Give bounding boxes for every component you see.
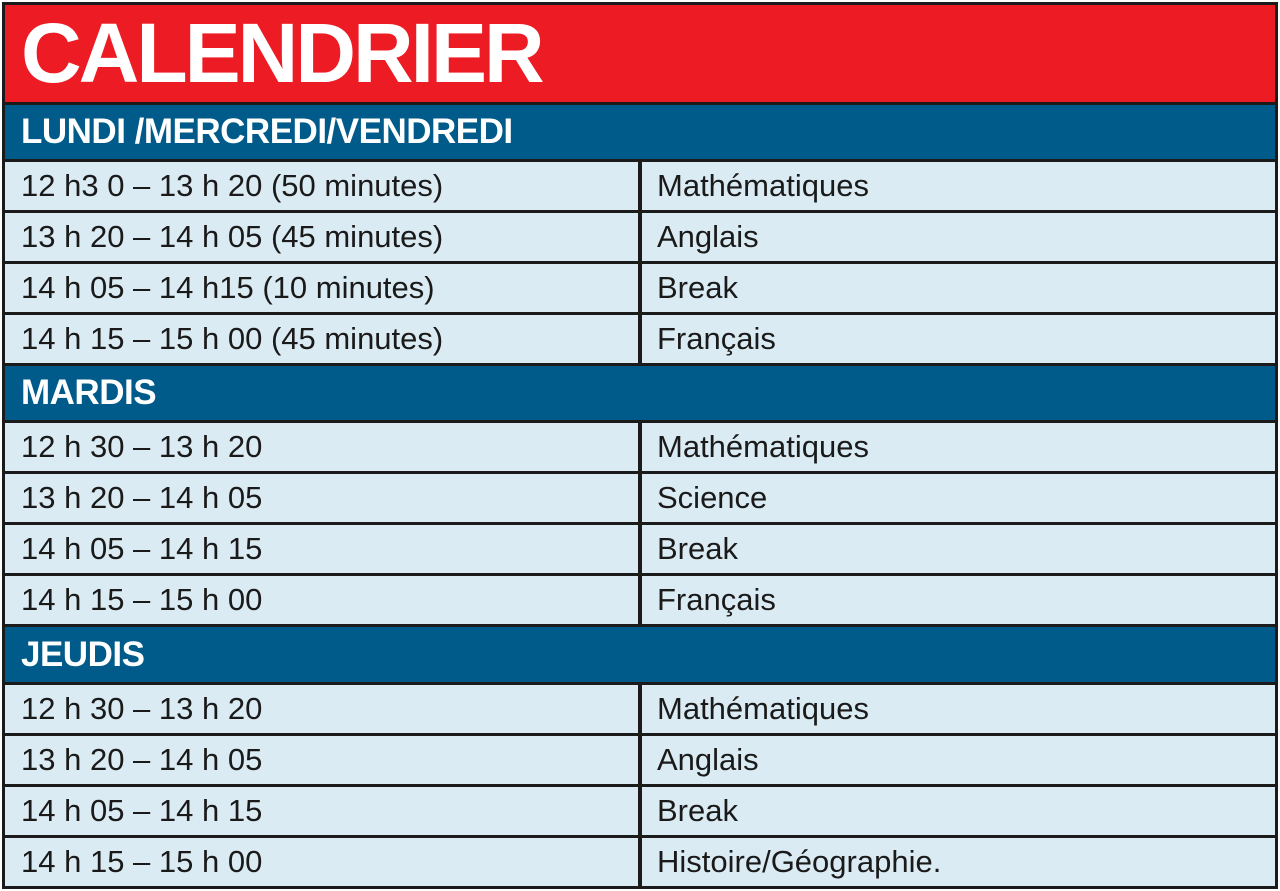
time-cell: 14 h 05 – 14 h 15 <box>5 525 638 573</box>
time-cell: 13 h 20 – 14 h 05 <box>5 474 638 522</box>
subject-cell: Mathématiques <box>642 685 1275 733</box>
time-cell: 14 h 05 – 14 h 15 <box>5 787 638 835</box>
table-row <box>5 162 1275 210</box>
subject-cell: Mathématiques <box>642 162 1275 210</box>
subject-cell: Anglais <box>642 213 1275 261</box>
table-row <box>5 838 1275 886</box>
calendar-title: CALENDRIER <box>5 5 1275 102</box>
subject-cell: Français <box>642 315 1275 363</box>
table-row <box>5 264 1275 312</box>
table-row <box>5 474 1275 522</box>
subject-cell: Français <box>642 576 1275 624</box>
table-row <box>5 423 1275 471</box>
subject-cell: Break <box>642 264 1275 312</box>
table-row <box>5 315 1275 363</box>
subject-cell: Mathématiques <box>642 423 1275 471</box>
time-cell: 14 h 15 – 15 h 00 <box>5 838 638 886</box>
subject-cell: Break <box>642 787 1275 835</box>
subject-cell: Break <box>642 525 1275 573</box>
section-heading-jeudis: JEUDIS <box>5 627 1275 682</box>
section-heading-lundi-mercredi-vendredi: LUNDI /MERCREDI/VENDREDI <box>5 105 1275 159</box>
time-cell: 12 h 30 – 13 h 20 <box>5 685 638 733</box>
time-cell: 14 h 15 – 15 h 00 <box>5 576 638 624</box>
subject-cell: Anglais <box>642 736 1275 784</box>
section-heading-mardis: MARDIS <box>5 366 1275 420</box>
table-row <box>5 213 1275 261</box>
time-cell: 14 h 15 – 15 h 00 (45 minutes) <box>5 315 638 363</box>
schedule-table <box>2 2 1278 889</box>
subject-cell: Histoire/Géographie. <box>642 838 1275 886</box>
subject-cell: Science <box>642 474 1275 522</box>
time-cell: 14 h 05 – 14 h15 (10 minutes) <box>5 264 638 312</box>
table-row <box>5 787 1275 835</box>
table-row <box>5 525 1275 573</box>
time-cell: 13 h 20 – 14 h 05 <box>5 736 638 784</box>
table-row <box>5 736 1275 784</box>
table-row <box>5 576 1275 624</box>
table-row <box>5 685 1275 733</box>
time-cell: 12 h3 0 – 13 h 20 (50 minutes) <box>5 162 638 210</box>
time-cell: 13 h 20 – 14 h 05 (45 minutes) <box>5 213 638 261</box>
time-cell: 12 h 30 – 13 h 20 <box>5 423 638 471</box>
